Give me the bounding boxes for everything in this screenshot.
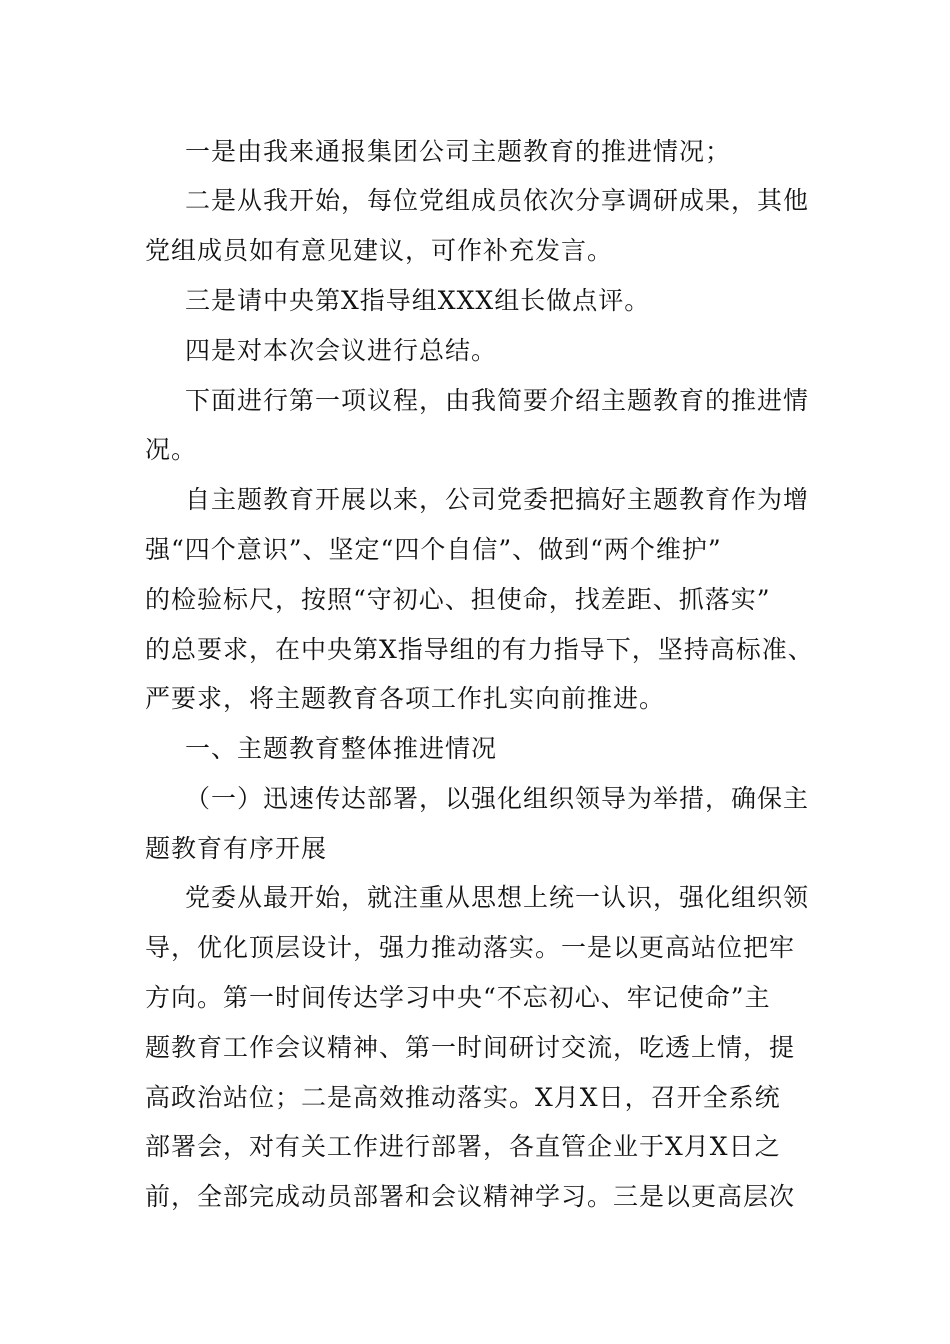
paragraph-line: 一是由我来通报集团公司主题教育的推进情况； — [185, 137, 732, 166]
subsection-heading: 题教育有序开展 — [145, 834, 328, 863]
paragraph-line: 二是从我开始，每位党组成员依次分享调研成果，其他 — [185, 186, 810, 215]
paragraph-line: 方向。第一时间传达学习中央“不忘初心、牢记使命”主 — [145, 983, 771, 1012]
paragraph-line: 导，优化顶层设计，强力推动落实。一是以更高站位把牢 — [145, 933, 796, 962]
paragraph-line: 党委从最开始，就注重从思想上统一认识，强化组织领 — [185, 883, 810, 912]
paragraph-line: 下面进行第一项议程，由我简要介绍主题教育的推进情 — [185, 386, 810, 415]
paragraph-line: 前，全部完成动员部署和会议精神学习。三是以更高层次 — [145, 1182, 796, 1211]
paragraph-line: 四是对本次会议进行总结。 — [185, 336, 498, 365]
paragraph-line: 况。 — [145, 435, 198, 464]
paragraph-line: 部署会，对有关工作进行部署，各直管企业于X月X日之 — [145, 1132, 781, 1161]
paragraph-line: 党组成员如有意见建议，可作补充发言。 — [145, 236, 614, 265]
paragraph-line: 严要求，将主题教育各项工作扎实向前推进。 — [145, 684, 666, 713]
paragraph-line: 自主题教育开展以来，公司党委把搞好主题教育作为增 — [185, 485, 810, 514]
paragraph-line: 高政治站位；二是高效推动落实。X月X日，召开全系统 — [145, 1083, 781, 1112]
section-heading: 一、主题教育整体推进情况 — [185, 734, 498, 763]
paragraph-line: 的检验标尺，按照“守初心、担使命，找差距、抓落实” — [145, 585, 771, 614]
paragraph-line: 的总要求，在中央第X指导组的有力指导下，坚持高标准、 — [145, 635, 814, 664]
paragraph-line: 三是请中央第X指导组XXX组长做点评。 — [185, 286, 651, 315]
paragraph-line: 强“四个意识”、坚定“四个自信”、做到“两个维护” — [145, 535, 722, 564]
subsection-heading: （一）迅速传达部署，以强化组织领导为举措，确保主 — [185, 784, 810, 813]
paragraph-line: 题教育工作会议精神、第一时间研讨交流，吃透上情，提 — [145, 1033, 796, 1062]
